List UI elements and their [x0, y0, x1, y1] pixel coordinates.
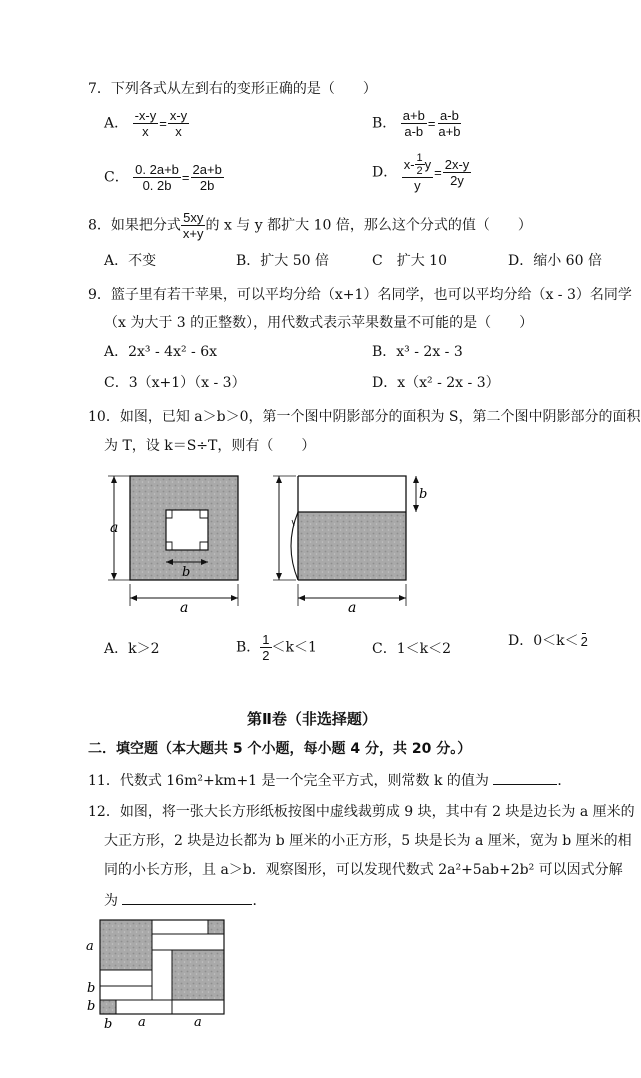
q10-option-b[interactable]: B． $\frac{1}{2}$ ＜k＜1 [236, 632, 317, 663]
q7-option-a[interactable]: A． $\frac{-x-y}{x}$ = $\frac{x-y}{x}$ [104, 108, 188, 139]
question-9-line1: 9．篮子里有若干苹果，可以平均分给（x+1）名同学，也可以平均分给（x - 3）名同学 [88, 287, 632, 303]
q7-option-d[interactable]: D． x- $\frac{1}{2}$ y y = $\frac{2x-y}{2y}$ [372, 152, 470, 193]
fraction: $\frac{1}{2}$ [262, 632, 270, 663]
q10-option-d[interactable]: D．0＜k＜ 2 [508, 633, 588, 649]
q8-option-a[interactable]: A．不变 [104, 253, 157, 269]
option-label: B． [372, 115, 397, 132]
question-12-line2: 大正方形，2 块是边长都为 b 厘米的小正方形，5 块是长为 a 厘米，宽为 b 厘米的相 [104, 833, 632, 849]
figure-1 [108, 476, 238, 616]
label-a: a [110, 520, 119, 536]
fraction: $\frac{2a+b}{2b}$ [192, 162, 222, 193]
option-label: C． [104, 169, 129, 186]
big-square [100, 920, 152, 970]
fraction: $\frac{x-y}{x}$ [169, 108, 188, 139]
question-10-line2: 为 T，设 k＝S÷T，则有（ ） [104, 438, 316, 454]
small-square [208, 920, 224, 934]
q8-option-c[interactable]: C 扩大 10 [372, 253, 447, 269]
fraction: $\frac{a-b}{a+b}$ [438, 108, 461, 139]
question-12-line3: 同的小长方形，且 a＞b．观察图形，可以发现代数式 2a²+5ab+2b² 可以因式分解 [104, 862, 623, 878]
q7-option-b[interactable]: B． $\frac{a+b}{a-b}$ = $\frac{a-b}{a+b}$ [372, 108, 461, 139]
label-a: a [180, 600, 189, 616]
q8-option-b[interactable]: B．扩大 50 倍 [236, 253, 330, 269]
fraction: $\frac{5xy}{x+y}$ [182, 210, 204, 241]
q8-option-d[interactable]: D．缩小 60 倍 [508, 253, 602, 269]
lower-rect-shaded [298, 512, 406, 580]
section-2-heading: 二．填空题（本大题共 5 个小题，每小题 4 分，共 20 分。） [88, 741, 472, 757]
question-10-line1: 10．如图，已知 a＞b＞0，第一个图中阴影部分的面积为 S，第二个图中阴影部分的面积 [88, 409, 641, 425]
small-square [100, 1000, 116, 1014]
big-square [172, 950, 224, 1000]
label-b: b [104, 1017, 113, 1032]
option-label: D． [372, 164, 398, 181]
question-9-line2: （x 为大于 3 的正整数），用代数式表示苹果数量不可能的是（ ） [104, 315, 534, 331]
q10-option-c[interactable]: C．1＜k＜2 [372, 641, 452, 657]
fraction: $\frac{2x-y}{2y}$ [444, 157, 470, 188]
label-b: b [419, 487, 428, 502]
q10-option-a[interactable]: A．k＞2 [104, 641, 160, 657]
q9-option-b[interactable]: B．x³ - 2x - 3 [372, 344, 463, 360]
fraction: $\frac{a+b}{a-b}$ [402, 108, 425, 139]
question-11: 11．代数式 16m²+km+1 是一个完全平方式，则常数 k 的值为 ． [88, 773, 572, 789]
q12-figure [84, 916, 234, 1032]
part-2-title: 第Ⅱ卷（非选择题） [247, 710, 377, 728]
label-b: b [87, 981, 96, 996]
fraction: x- $\frac{1}{2}$ y y [403, 152, 432, 193]
option-label: A． [104, 115, 129, 132]
question-8-stem: 8．如果把分式 $\frac{5xy}{x+y}$ 的 x 与 y 都扩大 10 倍，那么这个分式的值（ ） [88, 210, 532, 241]
label-a: a [194, 1015, 202, 1030]
fraction: $\frac{-x-y}{x}$ [134, 108, 157, 139]
label-a: a [138, 1015, 146, 1030]
figure-2 [273, 476, 427, 616]
label-a: a [86, 939, 94, 954]
question-7-stem: 7．下列各式从左到右的变形正确的是（ ） [88, 81, 377, 97]
answer-blank[interactable] [493, 784, 557, 785]
q9-option-c[interactable]: C．3（x+1）（x - 3） [104, 375, 246, 391]
question-12-line1: 12．如图，将一张大长方形纸板按图中虚线裁剪成 9 块，其中有 2 块是边长为 a 厘米的 [88, 804, 635, 820]
fraction: $\frac{0. 2a+b}{0. 2b}$ [135, 162, 179, 193]
question-12-line4: 为 ． [104, 893, 267, 909]
q10-figures [96, 466, 426, 616]
fraction: 2 [580, 634, 588, 649]
q9-option-a[interactable]: A．2x³ - 4x² - 6x [104, 344, 218, 360]
answer-blank[interactable] [122, 904, 252, 905]
q9-option-d[interactable]: D．x（x² - 2x - 3） [372, 375, 500, 391]
q7-option-c[interactable]: C． $\frac{0. 2a+b}{0. 2b}$ = $\frac{2a+b}{2b}$ [104, 162, 222, 193]
label-a: a [348, 600, 357, 616]
label-b: b [182, 565, 191, 580]
label-b: b [87, 999, 96, 1014]
